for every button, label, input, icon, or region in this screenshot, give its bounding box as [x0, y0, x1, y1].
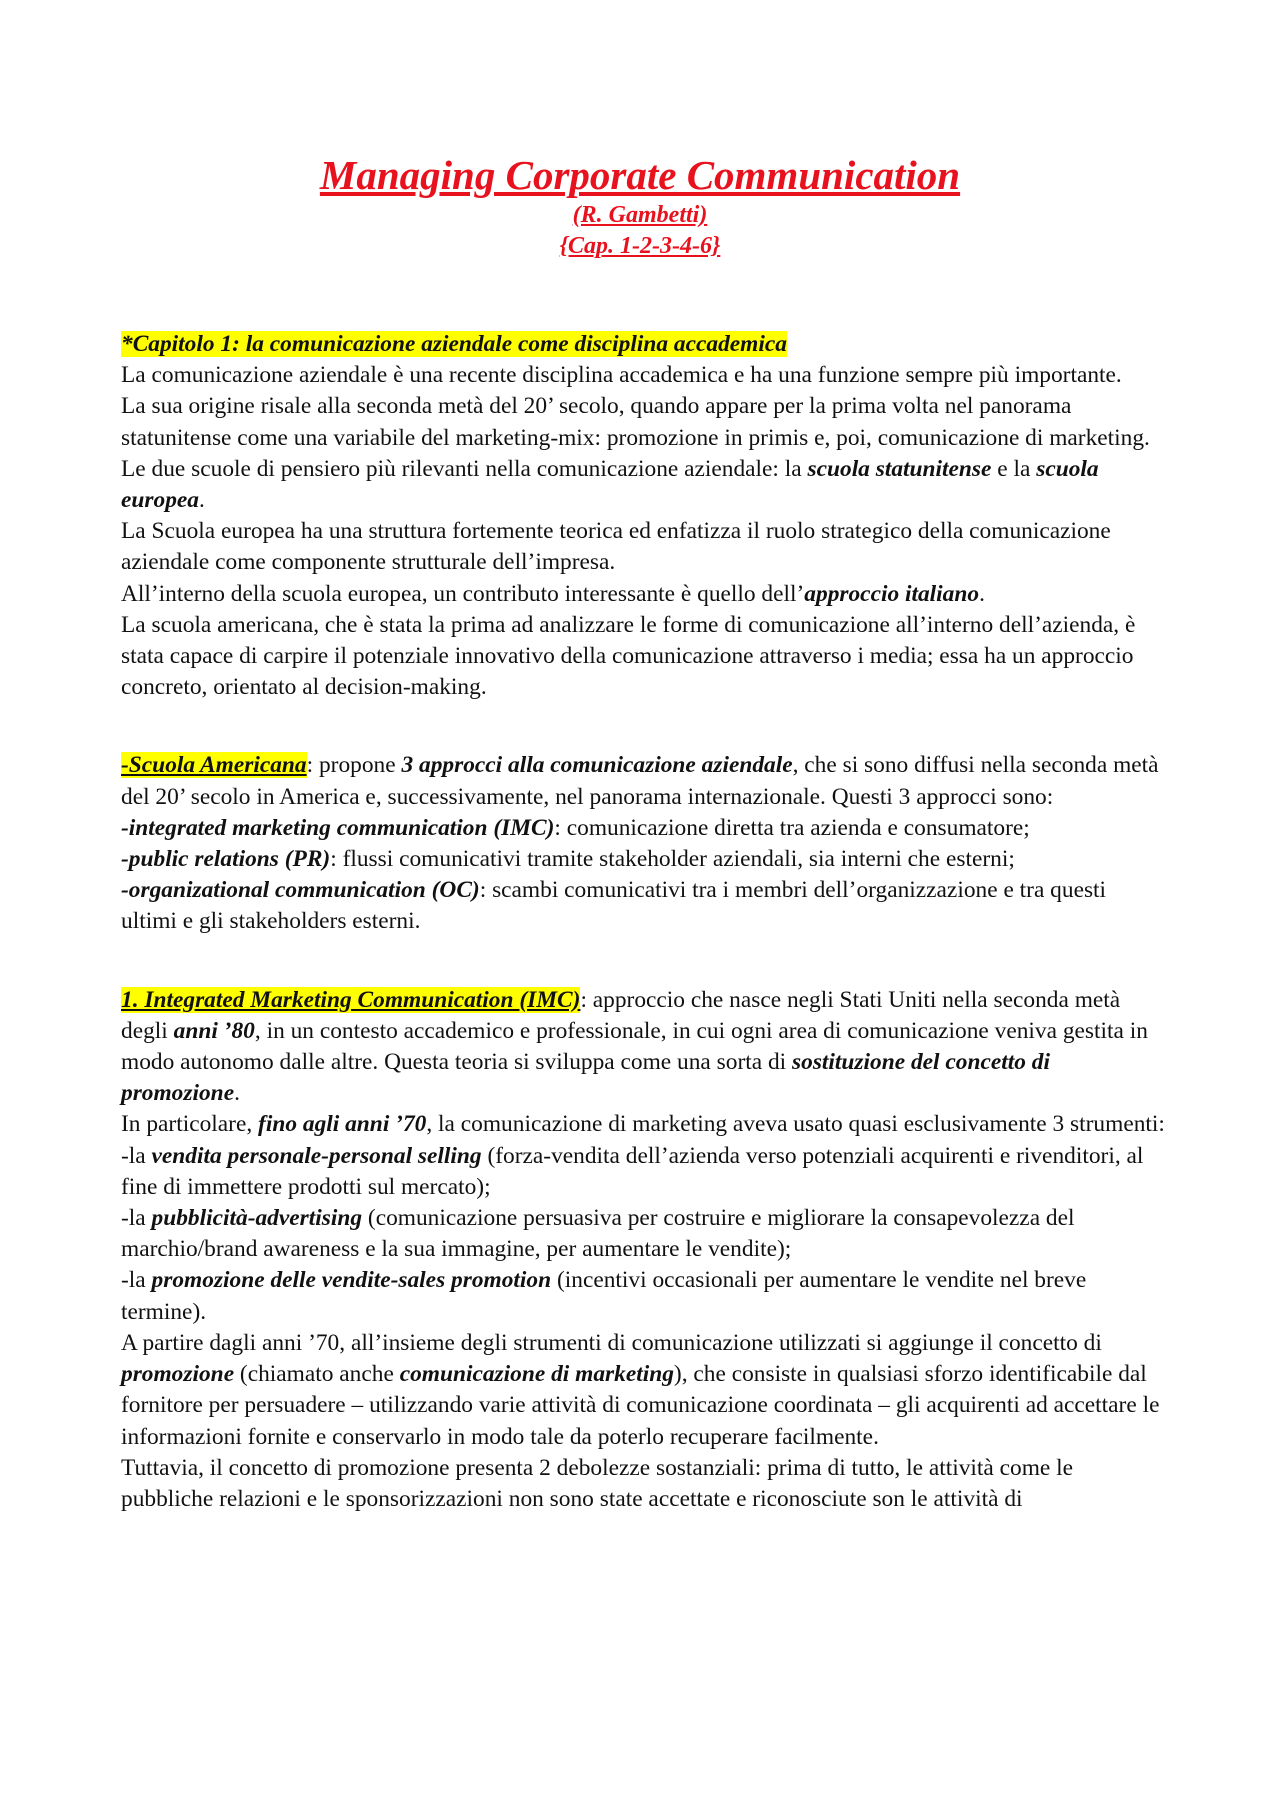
- text-run: -la: [121, 1267, 152, 1294]
- emphasis: sostituzione del concetto di promozione: [121, 1049, 1050, 1107]
- text-run: .: [979, 580, 985, 607]
- text-run: : flussi comunicativi tramite stakeholder aziendali, sia interni che esterni;: [330, 846, 1015, 873]
- text-run: , che si sono diffusi nella seconda metà del 20’ secolo in America e, successivamente, nel panorama internazionale. Questi 3 approcci sono:: [121, 752, 1159, 810]
- text-run: In particolare,: [121, 1111, 259, 1138]
- list-item: [121, 875, 1166, 937]
- emphasis: anni ’80: [173, 1017, 255, 1044]
- emphasis: approccio italiano: [804, 580, 980, 607]
- term: promozione delle vendite-sales promotion: [151, 1267, 552, 1294]
- term: pubblicità-advertising: [151, 1205, 363, 1232]
- paragraph: La Scuola europea ha una struttura fortemente teorica ed enfatizza il ruolo strategico della comunicazione aziendale come componente strutturale dell’impresa.: [121, 518, 1111, 576]
- paragraph: Tuttavia, il concetto di promozione presenta 2 debolezze sostanziali: prima di tutto, le attività come le pubbliche relazioni e le sponsorizzazioni non sono state accettate e riconosciute son le attività di: [121, 1454, 1074, 1512]
- chapters-line: [0, 231, 1280, 262]
- emphasis: scuola statunitense: [807, 455, 992, 482]
- text-run: Le due scuole di pensiero più rilevanti nella comunicazione aziendale: la: [121, 455, 808, 482]
- text-run: -la: [121, 1205, 152, 1232]
- text-run: : comunicazione diretta tra azienda e consumatore;: [554, 814, 1030, 841]
- term: -integrated marketing communication (IMC): [121, 814, 555, 841]
- text-run: (comunicazione persuasiva per costruire e migliorare la consapevolezza del marchio/brand awareness e la sua immagine, per aumentare le vendite);: [121, 1205, 1075, 1263]
- emphasis: scuola europea: [121, 455, 1099, 514]
- paragraph: La scuola americana, che è stata la prima ad analizzare le forme di comunicazione all’interno dell’azienda, è stata capace di carpire il potenziale innovativo della comunicazione attraverso i media; essa ha un approccio concreto, orientato al decision-making.: [121, 611, 1136, 701]
- text-run: , in un contesto accademico e professionale, in cui ogni area di comunicazione veniva gestita in modo autonomo dalle altre. Questa teoria si sviluppa come una sorta di: [121, 1017, 1148, 1076]
- list-item: [121, 844, 1166, 875]
- paragraph: [121, 454, 1166, 516]
- text-run: : approccio che nasce negli Stati Uniti nella seconda metà degli: [121, 986, 1121, 1044]
- list-item: [121, 1141, 1166, 1203]
- paragraph: [121, 985, 1166, 1110]
- text-run: : propone: [306, 752, 402, 779]
- document-title: Managing Corporate Communication: [319, 152, 961, 198]
- document-body: [121, 329, 1166, 1515]
- term: -organizational communication (OC): [121, 877, 480, 904]
- emphasis: comunicazione di marketing: [399, 1361, 674, 1388]
- text-run: A partire dagli anni ’70, all’insieme degli strumenti di comunicazione utilizzati si aggiunge il concetto di: [121, 1329, 1102, 1356]
- paragraph: [121, 1109, 1166, 1140]
- emphasis: 3 approcci alla comunicazione aziendale: [401, 752, 793, 779]
- emphasis: promozione: [121, 1361, 235, 1388]
- list-item: [121, 1203, 1166, 1265]
- paragraph: [121, 750, 1166, 812]
- text-run: (forza-vendita dell’azienda verso potenziali acquirenti e rivenditori, al fine di immettere prodotti sul mercato);: [121, 1142, 1144, 1200]
- imc-heading: 1. Integrated Marketing Communication (IMC): [121, 986, 581, 1013]
- paragraph: La sua origine risale alla seconda metà del 20’ secolo, quando appare per la prima volta nel panorama statunitense come una variabile del marketing-mix: promozione in primis e, poi, comunicazione di marketing.: [121, 393, 1150, 451]
- text-run: .: [234, 1080, 240, 1107]
- text-run: : scambi comunicativi tra i membri dell’organizzazione e tra questi ultimi e gli stakeholders esterni.: [121, 877, 1107, 935]
- list-item: [121, 813, 1166, 844]
- text-run: (chiamato anche: [234, 1361, 400, 1388]
- chapter-1-heading: [121, 329, 1166, 360]
- text-run: , la comunicazione di marketing aveva usato quasi esclusivamente 3 strumenti:: [426, 1111, 1165, 1138]
- text-run: .: [198, 487, 205, 514]
- paragraph: [121, 1328, 1166, 1453]
- highlighted-heading: *Capitolo 1: la comunicazione aziendale come disciplina accademica: [121, 331, 787, 357]
- author-line: [0, 200, 1280, 231]
- author: (R. Gambetti): [572, 202, 708, 228]
- list-item: [121, 1265, 1166, 1327]
- spacer: [121, 938, 1166, 985]
- text-run: -la: [121, 1142, 152, 1169]
- text-run: (incentivi occasionali per aumentare le vendite nel breve termine).: [121, 1267, 1087, 1325]
- term: -public relations (PR): [121, 846, 331, 873]
- chapters: {Cap. 1-2-3-4-6}: [559, 233, 721, 259]
- text-run: ), che consiste in qualsiasi sforzo identificabile dal fornitore per persuadere – utilizzando varie attività di comunicazione coordinata – gli acquirenti ad accettare le informazioni fornite e conservarlo in modo tale da poterlo recuperare facilmente.: [121, 1361, 1160, 1450]
- term: vendita personale-personal selling: [151, 1142, 482, 1169]
- title-block: [0, 150, 1280, 262]
- text-run: e la: [991, 455, 1037, 482]
- paragraph: [121, 579, 1166, 610]
- text-run: All’interno della scuola europea, un contributo interessante è quello dell’: [121, 580, 805, 607]
- spacer: [121, 703, 1166, 750]
- scuola-americana-heading: -Scuola Americana: [121, 752, 307, 779]
- paragraph: La comunicazione aziendale è una recente disciplina accademica e ha una funzione sempre più importante.: [121, 362, 1122, 389]
- emphasis: fino agli anni ’70: [258, 1111, 427, 1138]
